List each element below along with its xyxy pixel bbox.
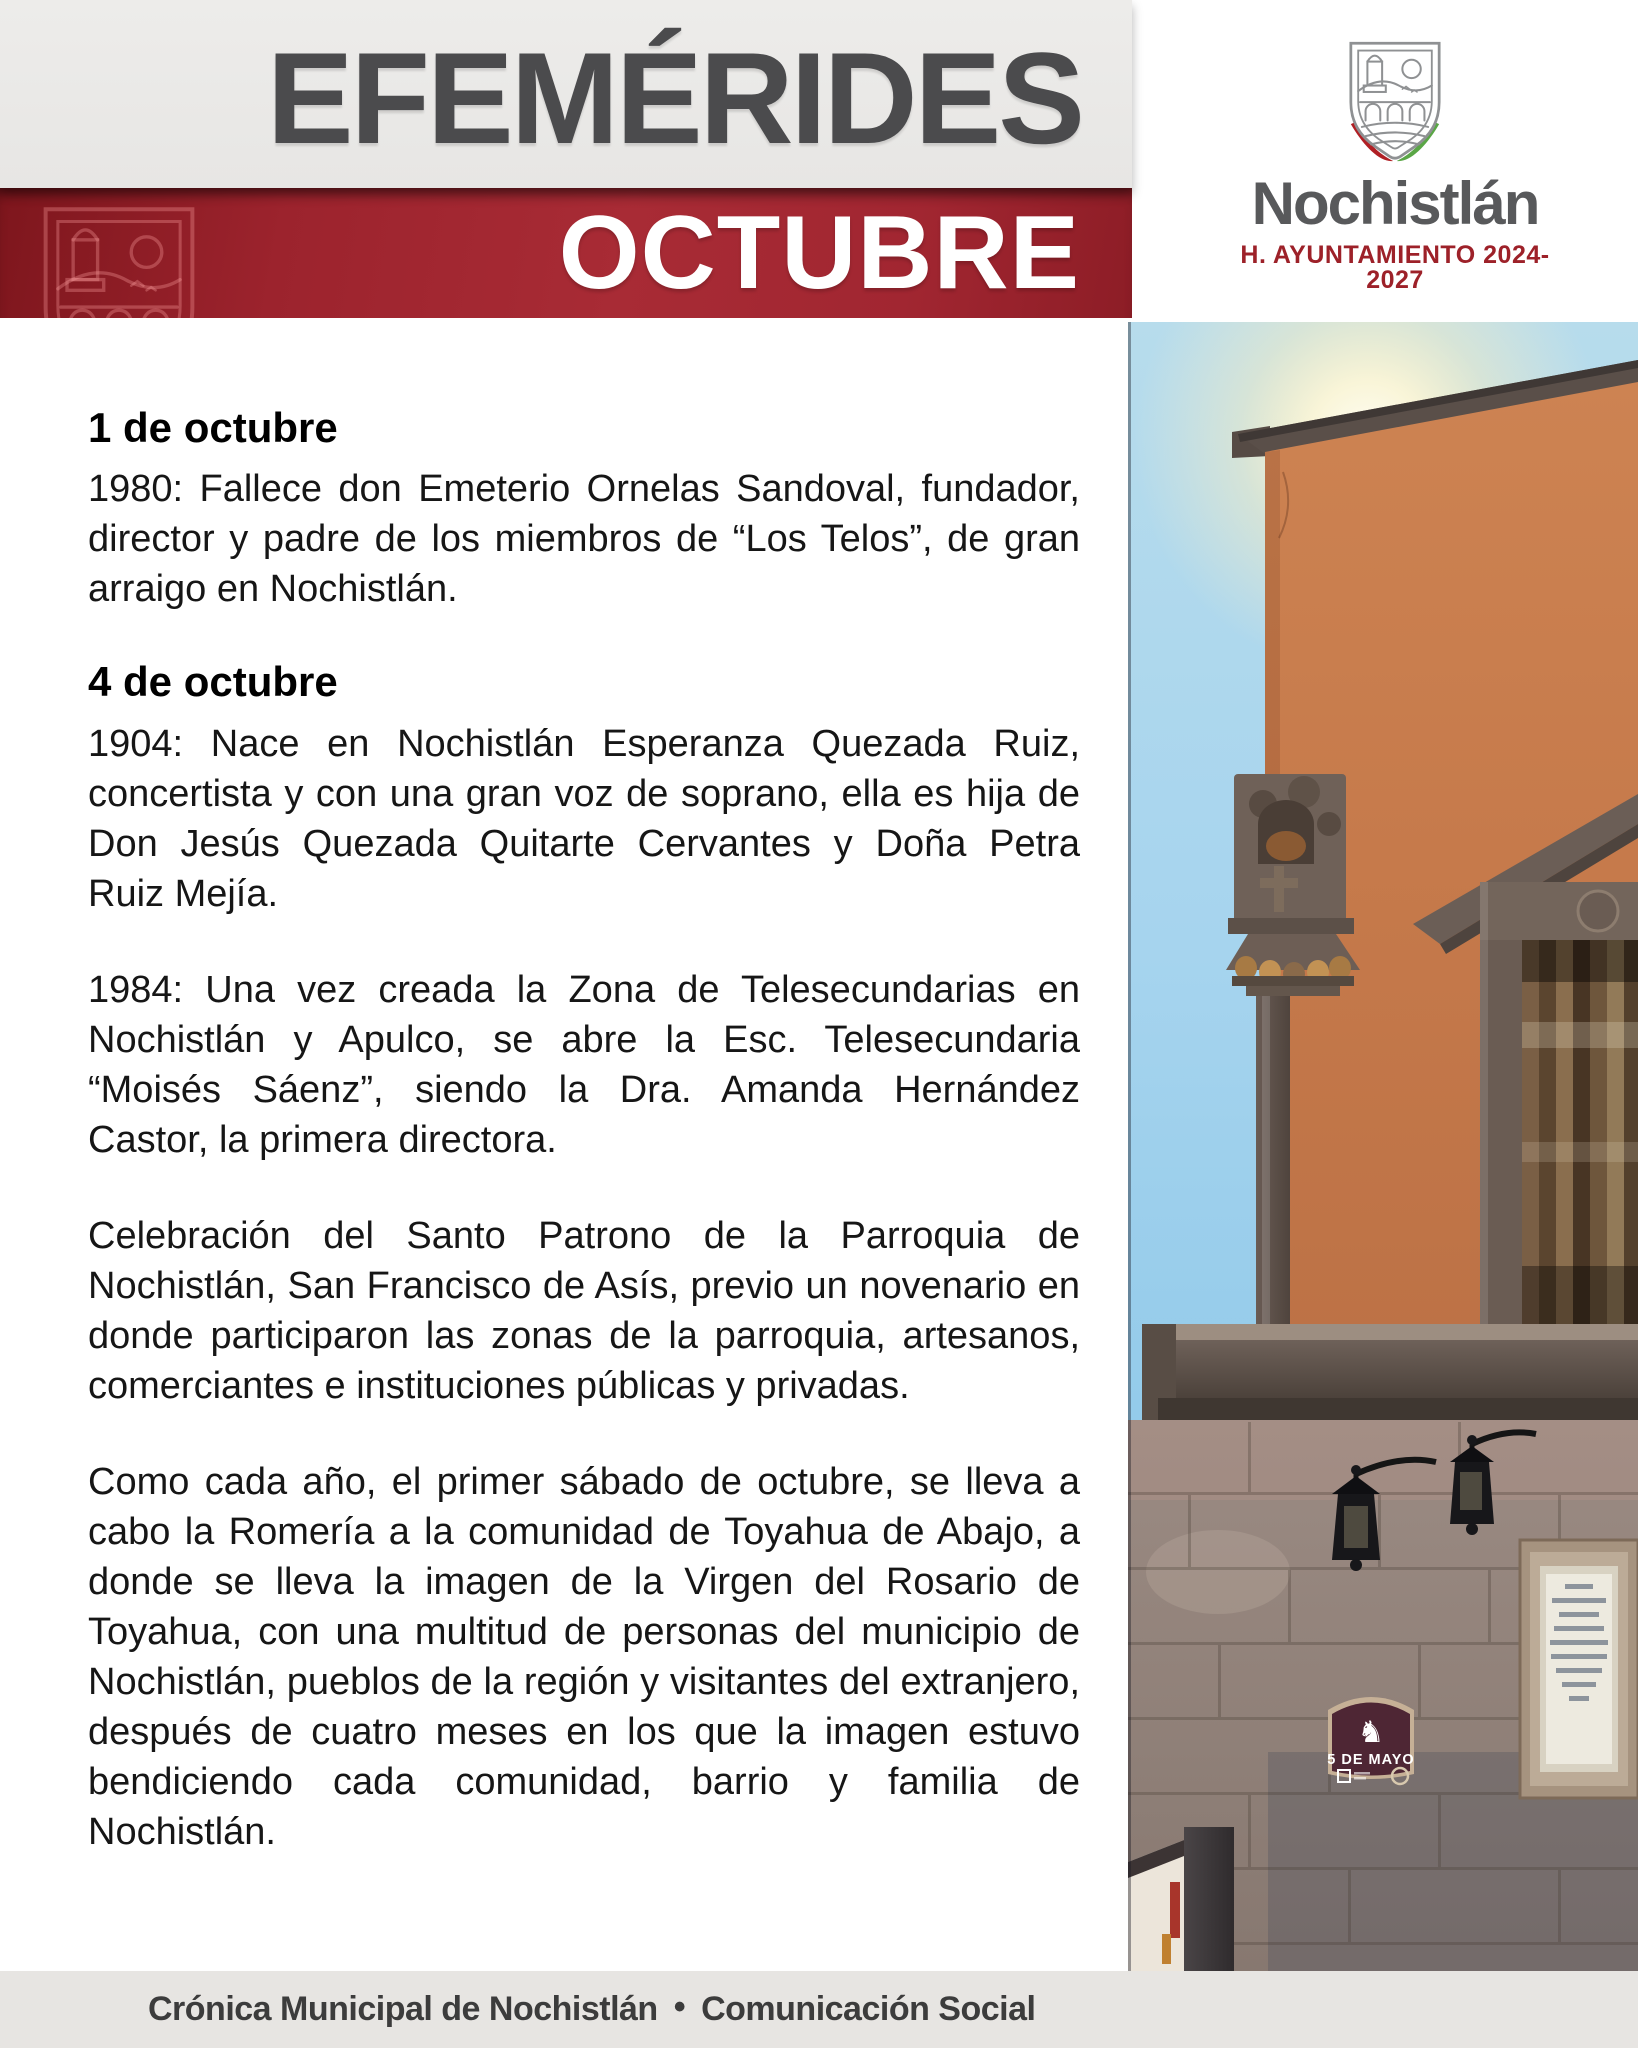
street-sign	[1327, 1697, 1414, 1784]
date-heading-1-octubre: 1 de octubre	[88, 404, 338, 451]
logo-name: Nochistlán	[1251, 170, 1539, 237]
door-planks	[1522, 940, 1638, 1334]
carved-medallion	[1578, 891, 1618, 931]
event-paragraph: 1904: Nace en Nochistlán Esperanza Quezada Ruiz, concertista y con una gran voz de soprano, ella es hija de Don Jesús Quezada Quitarte Cervantes y Doña Petra Ruiz Mejía.	[88, 722, 1080, 915]
street-sign-text: 5 DE MAYO	[1327, 1752, 1415, 1768]
stone-ledge	[1142, 1324, 1638, 1436]
footer-right: Comunicación Social	[701, 1990, 1036, 2028]
month-band	[0, 188, 1132, 318]
logo-subtitle: H. AYUNTAMIENTO 2024-2027	[1240, 241, 1550, 294]
event-paragraph: Como cada año, el primer sábado de octubre, se lleva a cabo la Romería a la comunidad de Toyahua de Abajo, a donde se lleva la imagen de la Virgen del Rosario de Toyahua, con una multitud de personas del municipio de Nochistlán, pueblos de la región y visitantes del extranjero, después de cuatro meses en los que la imagen estuvo bendiciendo cada comunidad, barrio y familia de Nochistlán.	[88, 1460, 1080, 1853]
footer-left: Crónica Municipal de Nochistlán	[148, 1990, 658, 2028]
shield-townscape-icon	[1212, 34, 1578, 172]
date-heading-4-octubre: 4 de octubre	[88, 658, 338, 706]
events-content	[88, 404, 1080, 1903]
event-paragraph: 1984: Una vez creada la Zona de Telesecundarias en Nochistlán y Apulco, se abre la Esc. Telesecundaria “Moisés Sáenz”, siendo la Dra. Amanda Hernández Castor, la primera directora.	[88, 968, 1080, 1161]
watermark-shield-icon	[26, 194, 212, 318]
header-band	[0, 0, 1132, 188]
event-paragraph: Celebración del Santo Patrono de la Parroquia de Nochistlán, San Francisco de Asís, previo un novenario en donde participaron las zonas de la parroquia, artesanos, comerciantes e instituciones públicas y privadas.	[88, 1214, 1080, 1407]
municipal-logo	[1212, 34, 1578, 293]
horse-rider-icon: ♞	[1357, 1715, 1385, 1750]
page-title: EFEMÉRIDES	[266, 25, 1082, 171]
event-paragraph: 1980: Fallece don Emeterio Ornelas Sandoval, fundador, director y padre de los miembros de “Los Telos”, de gran arraigo en Nochistlán.	[88, 468, 1080, 611]
building-photo	[1128, 322, 1638, 1971]
footer-bullet-icon: •	[673, 1988, 686, 2026]
memorial-plaque	[1520, 1540, 1638, 1798]
footer-band	[0, 1971, 1638, 2048]
footer-text	[148, 1990, 1035, 2029]
month-title: OCTUBRE	[558, 195, 1080, 311]
